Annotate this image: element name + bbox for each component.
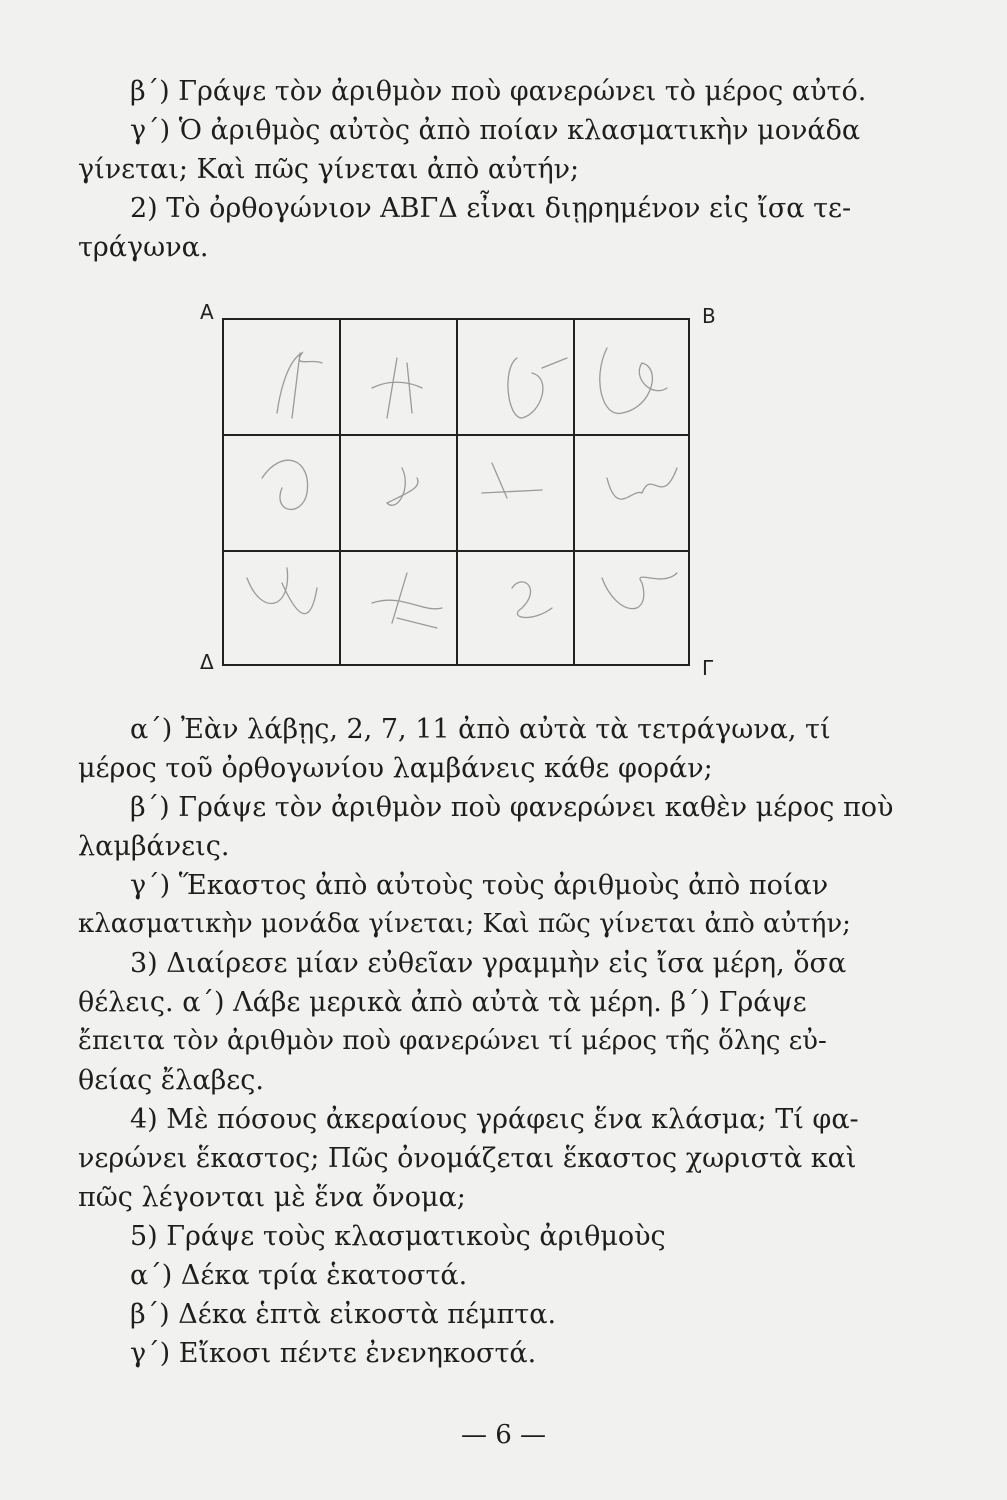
text-line: μέρος τοῦ ὀρθογωνίου λαμβάνεις κάθε φοράν; xyxy=(78,753,713,784)
text-line: ἔπειτα τὸν ἀριθμὸν ποὺ φανερώνει τί μέρος τῆς ὅλης εὐ- xyxy=(78,1026,827,1056)
pencil-scribbles xyxy=(222,318,690,666)
text-line: γ΄) Ὁ ἀριθμὸς αὐτὸς ἀπὸ ποίαν κλασματικὴν μονάδα xyxy=(130,115,861,146)
text-line: νερώνει ἕκαστος; Πῶς ὀνομάζεται ἕκαστος χωριστὰ καὶ xyxy=(78,1143,857,1174)
text-line: γ΄) Εἴκοσι πέντε ἐνενηκοστά. xyxy=(130,1338,537,1369)
scribble xyxy=(602,573,677,609)
scribble xyxy=(482,463,542,498)
text-line: θέλεις. α΄) Λάβε μερικὰ ἀπὸ αὐτὰ τὰ μέρη. β΄) Γράψε xyxy=(78,987,807,1018)
corner-label-a: Α xyxy=(200,300,214,324)
text-line: πῶς λέγονται μὲ ἕνα ὄνομα; xyxy=(78,1182,466,1213)
corner-label-g: Γ xyxy=(702,656,714,680)
text-line: β΄) Γράψε τὸν ἀριθμὸν ποὺ φανερώνει καθὲν μέρος ποὺ xyxy=(130,792,894,823)
text-line: 4) Μὲ πόσους ἀκεραίους γράφεις ἕνα κλάσμα; Τί φα- xyxy=(130,1104,859,1135)
text-line: β΄) Δέκα ἑπτὰ εἰκοστὰ πέμπτα. xyxy=(130,1299,557,1330)
scribble xyxy=(600,348,667,413)
scribble xyxy=(372,358,422,418)
text-line: β΄) Γράψε τὸν ἀριθμὸν ποὺ φανερώνει τὸ μέρος αὐτό. xyxy=(130,76,867,107)
page-number: — 6 — xyxy=(460,1420,547,1450)
text-line: 3) Διαίρεσε μίαν εὐθεῖαν γραμμὴν εἰς ἴσα μέρη, ὅσα xyxy=(130,948,847,979)
text-line: λαμβάνεις. xyxy=(78,831,230,862)
rectangle-figure xyxy=(195,300,735,680)
scribble xyxy=(607,468,677,499)
text-line: τράγωνα. xyxy=(78,232,209,263)
scribble xyxy=(247,568,317,614)
top-text xyxy=(78,72,867,267)
text-line: 2) Τὸ ὀρθογώνιον ΑΒΓΔ εἶναι διῃρημένον εἰς ἴσα τε- xyxy=(130,193,852,224)
scribble xyxy=(277,353,322,418)
bottom-text xyxy=(78,710,894,1373)
text-line: α΄) Ἐὰν λάβῃς, 2, 7, 11 ἀπὸ αὐτὰ τὰ τετράγωνα, τί xyxy=(130,714,831,745)
text-line: κλασματικὴν μονάδα γίνεται; Καὶ πῶς γίνεται ἀπὸ αὐτήν; xyxy=(78,909,851,939)
scribble xyxy=(508,358,567,418)
corner-label-b: B xyxy=(702,304,716,328)
text-line: θείας ἔλαβες. xyxy=(78,1065,264,1096)
scribble xyxy=(262,460,308,509)
corner-label-d: Δ xyxy=(200,650,214,674)
scribble xyxy=(372,573,442,628)
scribble xyxy=(387,468,418,505)
text-line: γ΄) Ἕκαστος ἀπὸ αὐτοὺς τοὺς ἀριθμοὺς ἀπὸ ποίαν xyxy=(130,870,829,901)
text-line: γίνεται; Καὶ πῶς γίνεται ἀπὸ αὐτήν; xyxy=(78,154,580,185)
scribble xyxy=(512,582,552,618)
text-line: 5) Γράψε τοὺς κλασματικοὺς ἀριθμοὺς xyxy=(130,1221,666,1252)
text-line: α΄) Δέκα τρία ἑκατοστά. xyxy=(130,1260,468,1291)
